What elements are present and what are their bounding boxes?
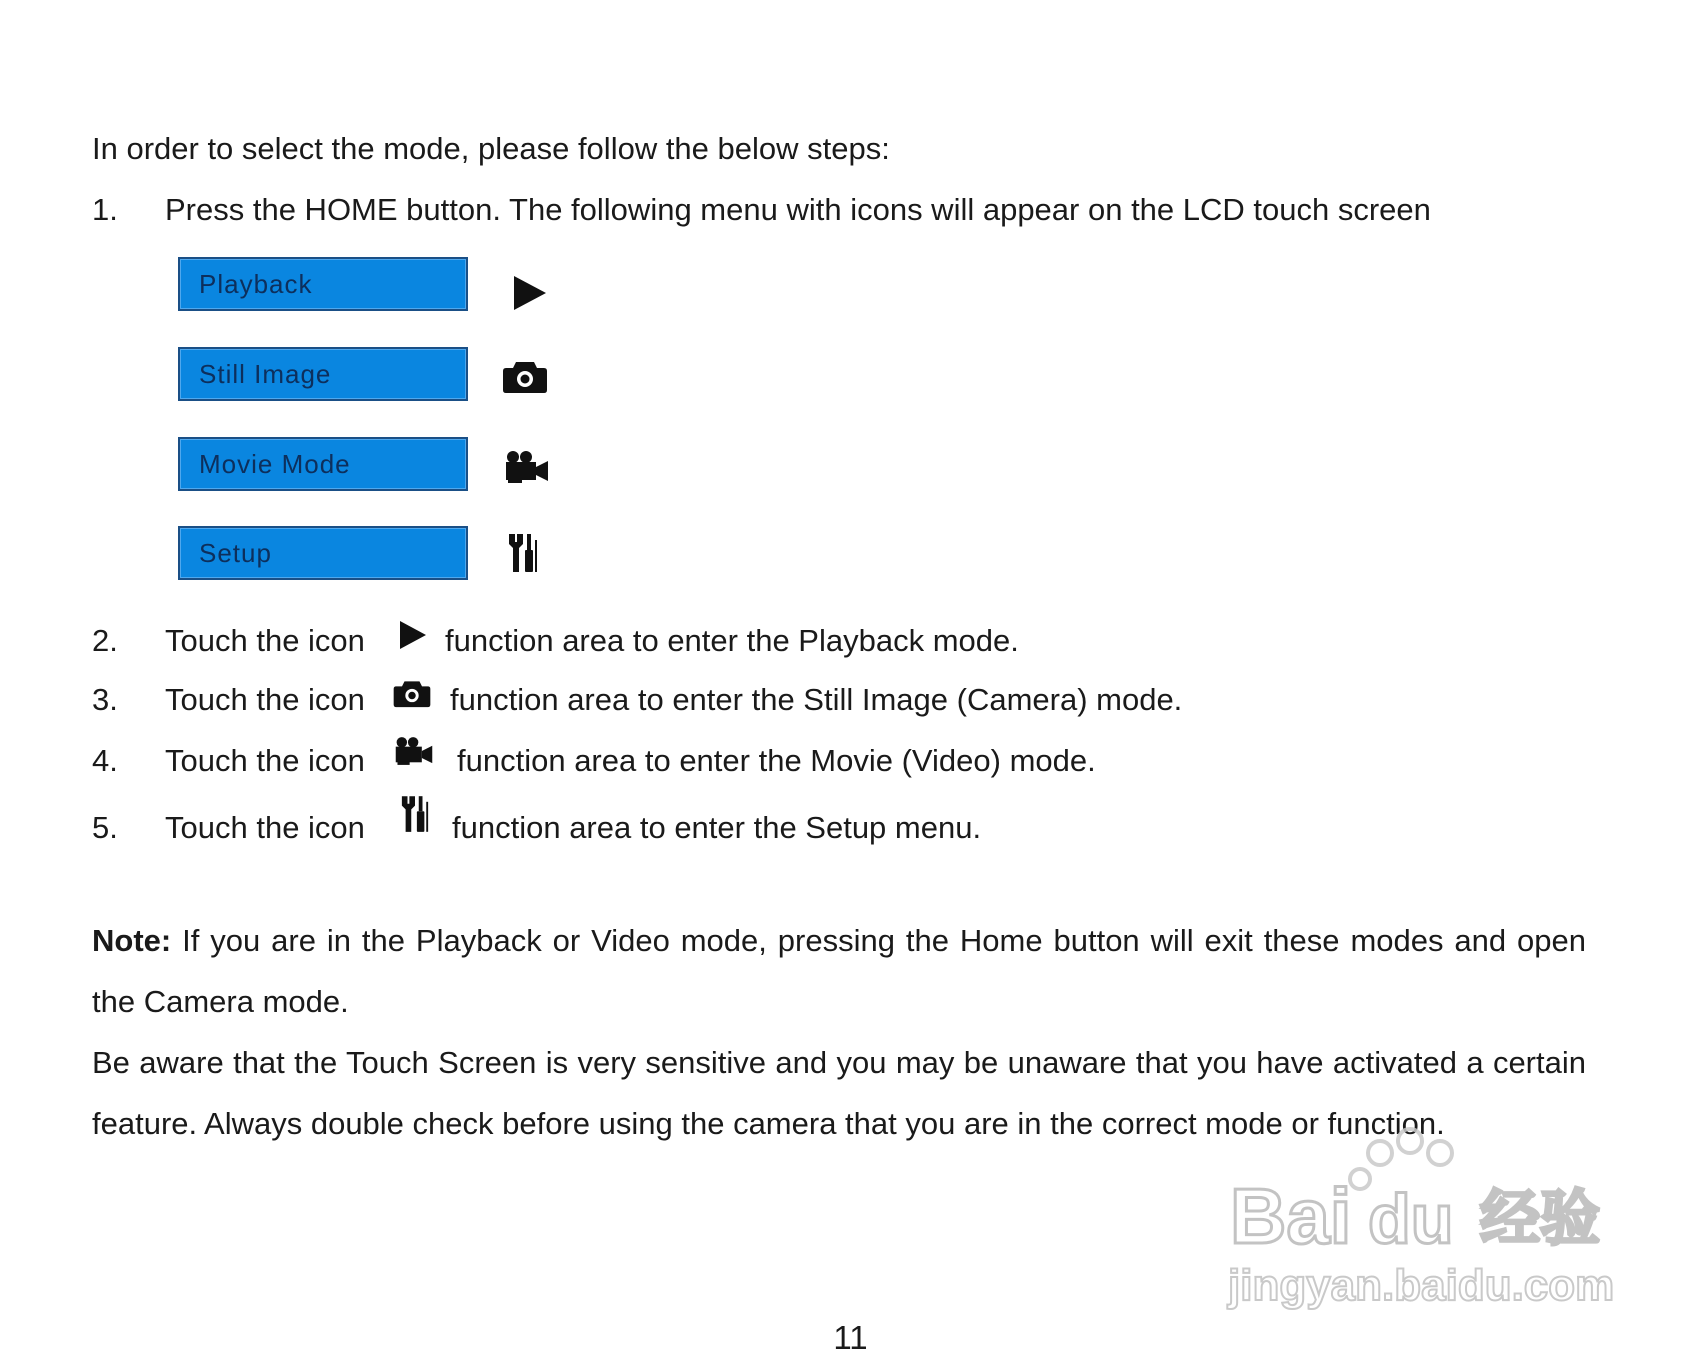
camera-icon (392, 678, 432, 708)
intro-text: In order to select the mode, please follow the below steps: (92, 131, 890, 166)
camera-icon (502, 358, 548, 394)
play-icon (512, 274, 548, 312)
warning-paragraph: Be aware that the Touch Screen is very sensitive and you may be unaware that you have activated a certain feature. Always double check before using the camera that you are in the correct mode or function. (92, 1045, 1586, 1141)
svg-text:du: du (1368, 1180, 1454, 1258)
step-5-description: function area to enter the Setup menu. (452, 810, 982, 845)
tools-icon (400, 794, 430, 834)
movie-camera-icon (394, 735, 434, 767)
note-label: Note: (92, 923, 172, 958)
baidu-watermark-logo (1210, 1115, 1630, 1315)
step-4-number: 4. (92, 743, 118, 778)
step-3-text: Touch the icon (165, 682, 365, 717)
menu-playback-button[interactable]: Playback (178, 257, 468, 311)
note-text: If you are in the Playback or Video mode, pressing the Home button will exit these modes and open the Camera mode. (92, 923, 1586, 1019)
step-1-number: 1. (92, 192, 118, 227)
step-5-number: 5. (92, 810, 118, 845)
note-paragraph (92, 910, 1586, 1032)
menu-movie-mode-button[interactable]: Movie Mode (178, 437, 468, 491)
step-4-description: function area to enter the Movie (Video) mode. (457, 743, 1096, 778)
step-1-text: Press the HOME button. The following menu with icons will appear on the LCD touch screen (165, 192, 1431, 227)
tools-icon (507, 532, 539, 574)
play-icon (398, 619, 428, 651)
svg-text:jingyan.baidu.com: jingyan.baidu.com (1228, 1261, 1615, 1310)
step-3-description: function area to enter the Still Image (Camera) mode. (450, 682, 1183, 717)
step-2-text: Touch the icon (165, 623, 365, 658)
step-5-text: Touch the icon (165, 810, 365, 845)
step-4-text: Touch the icon (165, 743, 365, 778)
page-number: 11 (833, 1319, 868, 1356)
step-3-number: 3. (92, 682, 118, 717)
movie-camera-icon (504, 449, 550, 485)
menu-still-image-button[interactable]: Still Image (178, 347, 468, 401)
menu-setup-button[interactable]: Setup (178, 526, 468, 580)
svg-text:经验: 经验 (1480, 1184, 1600, 1254)
svg-text:Bai: Bai (1230, 1172, 1352, 1260)
step-2-description: function area to enter the Playback mode. (445, 623, 1019, 658)
step-2-number: 2. (92, 623, 118, 658)
